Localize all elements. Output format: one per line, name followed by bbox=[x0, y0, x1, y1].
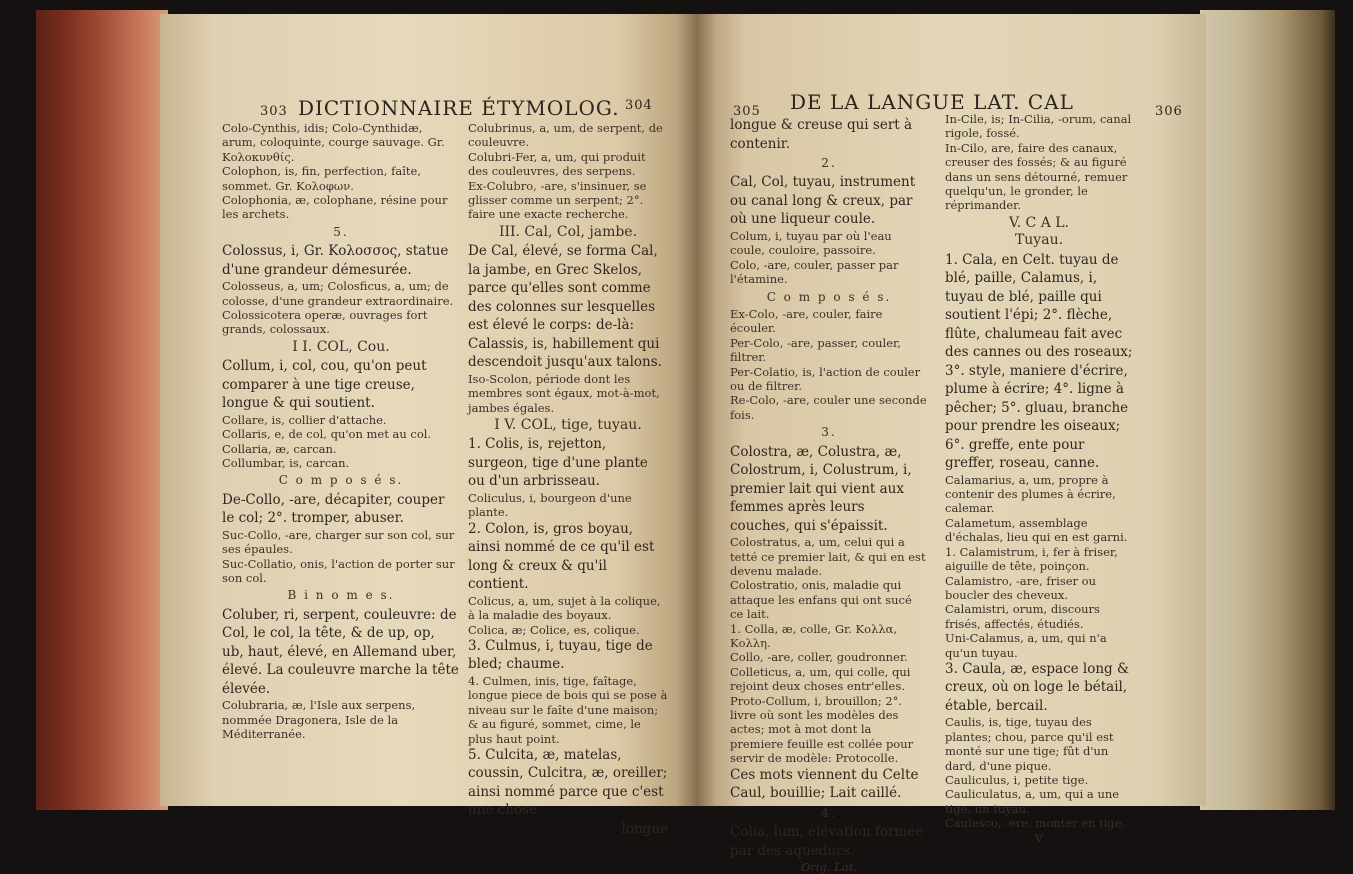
entry: Colum, i, tuyau par où l'eau coule, couloire, passoire. bbox=[730, 228, 892, 258]
entry: Re-Colo, -are, couler une seconde fois. bbox=[730, 393, 927, 422]
subsection-heading: B i n o m e s. bbox=[287, 588, 395, 603]
entry: Colubri-Fer, a, um, qui produit des couleuvres, des serpens. bbox=[468, 149, 646, 179]
entry: Colossicotera operæ, ouvrages fort grands, colossaux. bbox=[222, 308, 428, 337]
entry: Colica, æ; Colice, es, colique. bbox=[468, 622, 640, 637]
entry: 2. Colon, is, gros boyau, ainsi nommé de ce qu'il est long & creux & qu'il contient. bbox=[468, 520, 655, 593]
entry: Collo, -are, coller, goudronner. bbox=[730, 650, 908, 665]
section-subheading: Tuyau. bbox=[1014, 232, 1064, 249]
entry: De Cal, élevé, se forma Cal, la jambe, en Grec Skelos, parce qu'elles sont comme des colonnes sur lesquelles est élevé le corps: de-là: bbox=[468, 243, 658, 334]
section-number: 5. bbox=[333, 224, 349, 239]
right-page-col2 bbox=[945, 112, 1133, 845]
entry: De-Collo, -are, décapiter, couper le col; 2°. tromper, abuser. bbox=[222, 491, 445, 527]
entry: 1. Colla, æ, colle, Gr. Κολλα, Κολλη. bbox=[730, 621, 898, 650]
entry: Colia, lum, élévation formée par des aqueducs. bbox=[730, 824, 924, 859]
page-number-305: 305 bbox=[733, 104, 761, 119]
entry: Colossus, i, Gr. Κολοσσος, statue d'une grandeur démesurée. bbox=[222, 243, 449, 278]
entry: Suc-Collo, -are, charger sur son col, sur ses épaules. bbox=[222, 527, 455, 557]
entry: Colleticus, a, um, qui colle, qui rejoint deux choses entr'elles. bbox=[730, 664, 911, 694]
entry: Colubraria, æ, l'Isle aux serpens, nommée Dragonera, Isle de la Méditerranée. bbox=[222, 698, 416, 742]
section-number: 2. bbox=[821, 156, 837, 170]
section-heading: V. C A L. bbox=[1008, 214, 1070, 231]
entry: 3. Culmus, i, tuyau, tige de bled; chaume. bbox=[468, 637, 653, 673]
right-fore-edge bbox=[1200, 10, 1335, 810]
entry: Per-Colatio, is, l'action de couler ou de filtrer. bbox=[730, 364, 921, 393]
page-number-306: 306 bbox=[1155, 104, 1183, 119]
section-number: 3. bbox=[821, 425, 837, 440]
entry: Ex-Colubro, -are, s'insinuer, se glisser comme un serpent; 2°. faire une exacte recherche. bbox=[468, 178, 647, 222]
entry: 1. Colis, is, rejetton, surgeon, tige d'une plante ou d'un arbrisseau. bbox=[468, 436, 648, 490]
entry: Colostratio, onis, maladie qui attaque les enfans qui ont sucé ce lait. bbox=[730, 578, 912, 622]
entry: In-Cilo, are, faire des canaux, creuser des fossés; & au figuré dans un sens détourné, remuer quelqu'un, le gronder, le réprimander. bbox=[945, 140, 1128, 213]
entry: Colubrinus, a, um, de serpent, de couleuvre. bbox=[468, 121, 663, 150]
entry: 1. Calamistrum, i, fer à friser, aiguille de tête, poinçon. bbox=[945, 544, 1118, 574]
entry: Per-Colo, -are, passer, couler, filtrer. bbox=[730, 335, 901, 365]
subsection-heading: C o m p o s é s. bbox=[278, 473, 404, 488]
page-number-303: 303 bbox=[260, 104, 288, 119]
entry: Calamistro, -are, friser ou boucler des cheveux. bbox=[945, 573, 1097, 602]
entry: longue & creuse qui sert à contenir. bbox=[730, 117, 913, 152]
entry: Cal, Col, tuyau, instrument ou canal long & creux, par où une liqueur coule. bbox=[730, 174, 916, 228]
entry: In-Cile, is; In-Cilia, -orum, canal rigole, fossé. bbox=[945, 112, 1132, 141]
entry: Ex-Colo, -are, couler, faire écouler. bbox=[730, 306, 883, 336]
catchword: longue bbox=[621, 820, 668, 837]
entry: Iso-Scolon, période dont les membres sont égaux, mot-à-mot, jambes égales. bbox=[468, 371, 660, 415]
entry: Colostratus, a, um, celui qui a tetté ce premier lait, & qui en est devenu malade. bbox=[730, 535, 926, 578]
entry: Uni-Calamus, a, um, qui n'a qu'un tuyau. bbox=[945, 631, 1107, 660]
entry: Caulis, is, tige, tuyau des plantes; chou, parce qu'il est monté sur une tige; fût d'un dard, d'une pique. bbox=[945, 715, 1114, 773]
entry: Colophonia, æ, colophane, résine pour les archets. bbox=[222, 193, 448, 222]
entry: 3. Caula, æ, espace long & creux, où on loge le bétail, étable, bercail. bbox=[945, 660, 1130, 714]
left-page-col2 bbox=[468, 121, 668, 838]
section-heading: I I. COL, Cou. bbox=[292, 338, 390, 355]
catchword: Orig. Lat. bbox=[800, 860, 858, 874]
entry: Suc-Collatio, onis, l'action de porter sur son col. bbox=[222, 556, 455, 586]
running-head-right: DE LA LANGUE LAT. CAL bbox=[790, 90, 1074, 114]
entry: Colosseus, a, um; Colosficus, a, um; de colosse, d'une grandeur extraordinaire. bbox=[222, 279, 454, 308]
subsection-heading: C o m p o s é s. bbox=[766, 289, 892, 304]
entry: Cauliculatus, a, um, qui a une tige, un tuyau. bbox=[945, 787, 1120, 816]
entry: 5. Culcita, æ, matelas, coussin, Culcitra, æ, oreiller; ainsi nommé parce que c'est une chose bbox=[468, 746, 668, 819]
entry: Calassis, is, habillement qui descendoit jusqu'aux talons. bbox=[468, 335, 662, 371]
entry: 4. Culmen, inis, tige, faîtage, longue piece de bois qui se pose à niveau sur le faîte d'une maison; & au figuré, sommet, cime, le plus haut point. bbox=[468, 673, 668, 746]
entry: 1. Cala, en Celt. tuyau de blé, paille, Calamus, i, tuyau de blé, paille qui soutient l'épi; 2°. flèche, flûte, chalumeau fait avec des cannes ou des roseaux; 3°. style, maniere d'écrire, plume à écrire; 4°. ligne à pêcher; 5°. gluau, branche pour prendre les oiseaux; 6°. greffe, ente pour greffer, roseau, canne. bbox=[945, 251, 1133, 472]
left-page-col1 bbox=[222, 121, 460, 742]
left-fore-edge bbox=[36, 10, 168, 810]
entry: Colophon, is, fin, perfection, faîte, sommet. Gr. Κολοφων. bbox=[222, 164, 421, 193]
entry: Colicus, a, um, sujet à la colique, à la maladie des boyaux. bbox=[468, 593, 661, 623]
book-gutter bbox=[676, 14, 716, 806]
page-number-304: 304 bbox=[625, 98, 653, 113]
entry: Caulesco, -ere, monter en tige. bbox=[945, 816, 1126, 831]
entry: Calamistri, orum, discours frisés, affectés, étudiés. bbox=[945, 602, 1100, 631]
entry: Colo, -are, couler, passer par l'étamine. bbox=[730, 257, 899, 287]
entry: Colo-Cynthis, idis; Colo-Cynthidæ, arum, coloquinte, courge sauvage. Gr. Κολοκυνθίς. bbox=[222, 121, 445, 164]
entry: Coliculus, i, bourgeon d'une plante. bbox=[468, 490, 632, 520]
entry: Collare, is, collier d'attache. bbox=[222, 412, 387, 427]
entry: Cauliculus, i, petite tige. bbox=[945, 773, 1089, 788]
entry: Proto-Collum, i, brouillon; 2°. livre où sont les modèles des actes; mot à mot dont la premiere feuille est collée pour servir de modèle: Protocolle. bbox=[730, 693, 914, 766]
entry: Collumbar, is, carcan. bbox=[222, 456, 350, 470]
running-head-left: DICTIONNAIRE ÉTYMOLOG. bbox=[298, 96, 620, 120]
entry: Calametum, assemblage d'échalas, lieu qui en est garni. bbox=[945, 515, 1128, 545]
section-heading: III. Cal, Col, jambe. bbox=[498, 223, 638, 240]
entry: Ces mots viennent du Celte Caul, bouillie; Lait caillé. bbox=[730, 766, 919, 802]
entry: Collum, i, col, cou, qu'on peut comparer à une tige creuse, longue & qui soutient. bbox=[222, 358, 427, 412]
entry: Colostra, æ, Colustra, æ, Colostrum, i, Colustrum, i, premier lait qui vient aux femmes après leurs couches, qui s'épaissit. bbox=[730, 443, 912, 534]
entry: Coluber, ri, serpent, couleuvre: de Col, le col, la tête, & de up, op, ub, haut, élevé, en Allemand uber, élevé. La couleuvre marche la tête élevée. bbox=[222, 606, 459, 697]
section-heading: I V. COL, tige, tuyau. bbox=[494, 416, 642, 433]
signature-mark: V bbox=[1034, 830, 1044, 845]
right-page-col1 bbox=[730, 116, 928, 874]
entry: Collaria, æ, carcan. bbox=[222, 441, 337, 456]
entry: Collaris, e, de col, qu'on met au col. bbox=[222, 427, 432, 442]
entry: Calamarius, a, um, propre à contenir des plumes à écrire, calemar. bbox=[945, 472, 1116, 516]
section-number: 4. bbox=[821, 805, 837, 820]
